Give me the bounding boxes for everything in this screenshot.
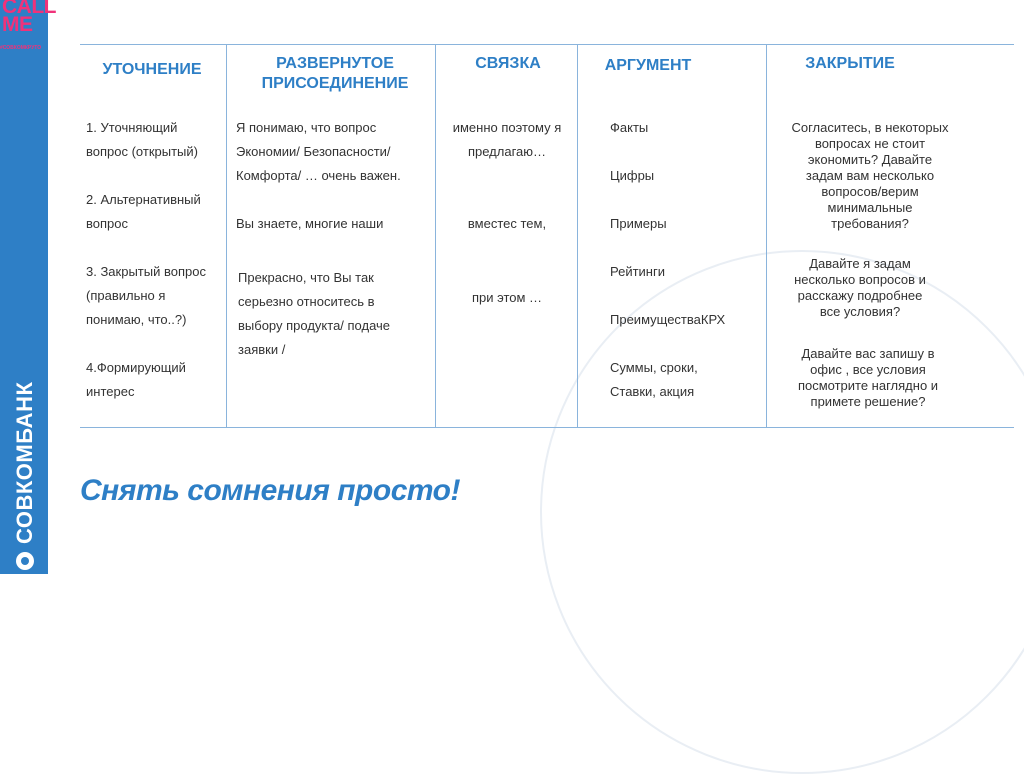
bank-name: СОВКОМБАНК [12, 381, 37, 544]
join-phrase: Прекрасно, что Вы так серьезно относитесь в выбору продукта/ подаче заявки / [238, 270, 391, 357]
link-phrase: именно поэтому я предлагаю… [452, 120, 562, 159]
clarify-item: 1. Уточняющий вопрос (открытый) [86, 120, 198, 159]
argument-item: Примеры [610, 216, 667, 231]
clarify-item: 4.Формирующий интерес [86, 360, 186, 399]
bank-brand [12, 382, 38, 570]
column-header-clarify: УТОЧНЕНИЕ [102, 61, 202, 78]
call-me-logo: CALL ME [2, 0, 56, 36]
clarify-item: 2. Альтернативный вопрос [86, 192, 201, 231]
column-divider [577, 44, 578, 427]
link-phrase: вместес тем, [467, 216, 547, 231]
column-header-closing: ЗАКРЫТИЕ [805, 55, 895, 72]
join-phrase: Я понимаю, что вопрос Экономии/ Безопасности/ Комфорта/ … очень важен. [236, 120, 401, 183]
column-divider [766, 44, 767, 427]
column-header-join: РАЗВЕРНУТОЕ ПРИСОЕДИНЕНИЕ [261, 55, 409, 92]
column-divider [435, 44, 436, 427]
column-header-argument: АРГУМЕНТ [604, 57, 692, 74]
column-divider [226, 44, 227, 427]
closing-phrase: Давайте я задам несколько вопросов и расскажу подробнее все условия? [794, 256, 926, 319]
hashtag-label: #СОВКОМКРУТО [0, 45, 42, 51]
column-header-link: СВЯЗКА [475, 55, 541, 72]
closing-phrase: Давайте вас запишу в офис , все условия посмотрите наглядно и примете решение? [797, 346, 939, 409]
argument-item: ПреимуществаКРХ [610, 312, 726, 327]
argument-item: Факты [610, 120, 649, 135]
argument-item: Цифры [610, 168, 655, 183]
brand-sidebar [0, 0, 56, 574]
clarify-item: 3. Закрытый вопрос (правильно я понимаю, что..?) [86, 264, 206, 327]
table-bottom-rule [80, 427, 1014, 428]
closing-phrase: Согласитесь, в некоторых вопросах не стоит экономить? Давайте задам вам несколько вопросов/верим минимальные требования? [791, 120, 949, 231]
slogan-heading: Снять сомнения просто! [80, 474, 460, 507]
table-top-rule [80, 44, 1014, 45]
argument-item: Суммы, сроки, Ставки, акция [610, 360, 698, 399]
join-phrase: Вы знаете, многие наши [236, 216, 384, 231]
link-phrase: при этом … [471, 290, 543, 305]
bank-logo-icon [16, 552, 34, 570]
argument-item: Рейтинги [610, 264, 665, 279]
